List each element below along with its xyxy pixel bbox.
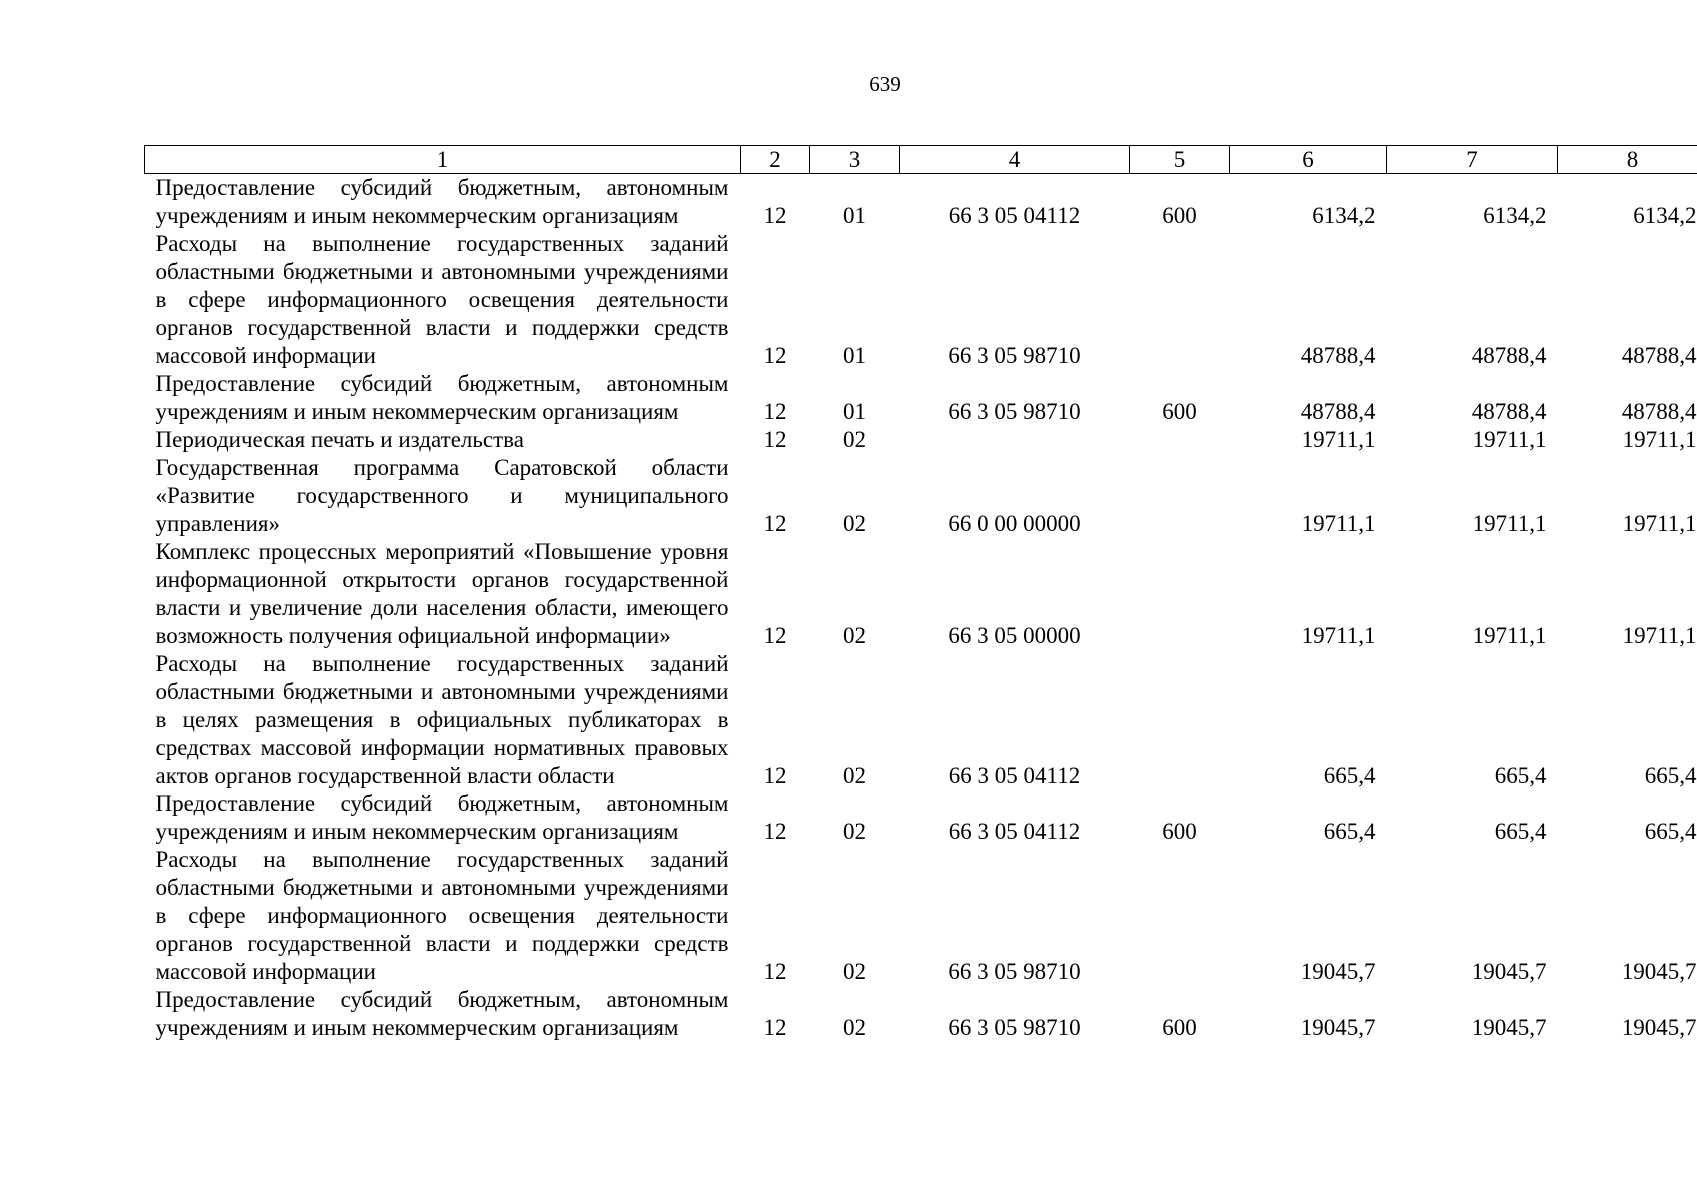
table-row	[145, 650, 1697, 790]
table-row	[145, 454, 1697, 538]
column-header-1: 1	[145, 146, 741, 174]
row-section-code: 12	[763, 203, 787, 228]
row-expense-type	[1130, 846, 1230, 986]
row-amount-6: 665,4	[1323, 763, 1376, 788]
column-header-4: 4	[900, 146, 1130, 174]
row-amount-8: 48788,4	[1621, 343, 1697, 368]
row-subsection-code: 01	[843, 399, 866, 424]
row-amount-8: 665,4	[1644, 819, 1697, 844]
row-section-code: 12	[763, 819, 787, 844]
row-name: Предоставление субсидий бюджетным, автономным учреждениям и иным некоммерческим организациям	[155, 987, 729, 1040]
row-target-article: 66 3 05 98710	[948, 1015, 1081, 1040]
table-row	[145, 986, 1697, 1042]
header-row	[145, 146, 1697, 174]
row-name: Комплекс процессных мероприятий «Повышение уровня информационной открытости органов государственной власти и увеличение доли населения области, имеющего возможность получения официальной информации»	[155, 539, 729, 648]
row-amount-6: 19711,1	[1301, 623, 1376, 648]
table-row	[145, 538, 1697, 650]
row-subsection-code: 01	[843, 343, 866, 368]
row-subsection-code: 02	[843, 819, 866, 844]
row-amount-6: 19045,7	[1300, 1015, 1376, 1040]
row-amount-8: 19045,7	[1621, 1015, 1697, 1040]
row-name: Государственная программа Саратовской области «Развитие государственного и муниципального управления»	[155, 455, 729, 536]
row-subsection-code: 01	[843, 203, 866, 228]
column-header-2: 2	[741, 146, 810, 174]
row-expense-type: 600	[1162, 819, 1197, 844]
row-expense-type: 600	[1162, 399, 1197, 424]
column-header-5: 5	[1130, 146, 1230, 174]
row-amount-8: 48788,4	[1621, 399, 1697, 424]
row-expense-type	[1130, 230, 1230, 370]
table-row	[145, 370, 1697, 426]
row-section-code: 12	[763, 959, 787, 984]
row-amount-7: 19045,7	[1471, 959, 1547, 984]
row-subsection-code: 02	[843, 763, 866, 788]
row-amount-7: 19711,1	[1472, 623, 1547, 648]
column-header-8: 8	[1558, 146, 1697, 174]
row-expense-type	[1130, 426, 1230, 454]
table-row	[145, 174, 1697, 231]
row-expense-type	[1130, 454, 1230, 538]
row-amount-6: 48788,4	[1300, 399, 1376, 424]
row-expense-type	[1130, 650, 1230, 790]
row-target-article: 66 3 05 04112	[948, 203, 1081, 228]
column-header-7: 7	[1387, 146, 1558, 174]
row-amount-8: 19711,1	[1622, 623, 1697, 648]
row-subsection-code: 02	[843, 623, 866, 648]
budget-table	[144, 145, 1697, 1042]
table-row	[145, 790, 1697, 846]
row-subsection-code: 02	[843, 959, 866, 984]
row-amount-6: 19045,7	[1300, 959, 1376, 984]
row-expense-type: 600	[1162, 1015, 1197, 1040]
row-amount-8: 19711,1	[1622, 511, 1697, 536]
row-subsection-code: 02	[843, 1015, 866, 1040]
row-amount-7: 665,4	[1494, 819, 1547, 844]
row-amount-6: 665,4	[1323, 819, 1376, 844]
row-amount-8: 6134,2	[1633, 203, 1697, 228]
row-name: Периодическая печать и издательства	[155, 427, 524, 452]
row-name: Предоставление субсидий бюджетным, автономным учреждениям и иным некоммерческим организациям	[155, 791, 729, 844]
row-target-article: 66 3 05 00000	[948, 623, 1081, 648]
row-amount-7: 19045,7	[1471, 1015, 1547, 1040]
row-subsection-code: 02	[843, 427, 866, 452]
row-target-article: 66 0 00 00000	[948, 511, 1081, 536]
row-expense-type	[1130, 538, 1230, 650]
row-name: Расходы на выполнение государственных заданий областными бюджетными и автономными учреждениями в сфере информационного освещения деятельности органов государственной власти и поддержки средств массовой информации	[155, 847, 729, 984]
row-target-article: 66 3 05 98710	[948, 343, 1081, 368]
row-name: Расходы на выполнение государственных заданий областными бюджетными и автономными учреждениями в целях размещения в официальных публикаторах в средствах массовой информации нормативных правовых актов органов государственной власти области	[155, 651, 729, 788]
row-section-code: 12	[763, 1015, 787, 1040]
table-row	[145, 846, 1697, 986]
column-header-3: 3	[810, 146, 900, 174]
row-amount-7: 19711,1	[1472, 511, 1547, 536]
row-amount-8: 19711,1	[1622, 427, 1697, 452]
row-amount-6: 19711,1	[1301, 511, 1376, 536]
row-target-article: 66 3 05 04112	[948, 819, 1081, 844]
page-number: 639	[869, 72, 901, 96]
row-amount-8: 19045,7	[1621, 959, 1697, 984]
table-row	[145, 426, 1697, 454]
row-name: Расходы на выполнение государственных заданий областными бюджетными и автономными учреждениями в сфере информационного освещения деятельности органов государственной власти и поддержки средств массовой информации	[155, 231, 729, 368]
row-amount-7: 19711,1	[1472, 427, 1547, 452]
table-row	[145, 230, 1697, 370]
row-expense-type: 600	[1162, 203, 1197, 228]
row-amount-7: 48788,4	[1471, 343, 1547, 368]
row-target-article	[900, 426, 1130, 454]
row-amount-8: 665,4	[1644, 763, 1697, 788]
row-subsection-code: 02	[843, 511, 866, 536]
row-amount-6: 19711,1	[1301, 427, 1376, 452]
row-section-code: 12	[763, 399, 787, 424]
row-section-code: 12	[763, 343, 787, 368]
row-amount-7: 6134,2	[1483, 203, 1547, 228]
row-section-code: 12	[763, 763, 787, 788]
row-amount-6: 6134,2	[1312, 203, 1376, 228]
table-body	[145, 174, 1697, 1043]
row-section-code: 12	[763, 511, 787, 536]
row-section-code: 12	[763, 623, 787, 648]
row-name: Предоставление субсидий бюджетным, автономным учреждениям и иным некоммерческим организациям	[155, 175, 729, 228]
column-header-6: 6	[1230, 146, 1387, 174]
row-amount-7: 48788,4	[1471, 399, 1547, 424]
row-amount-7: 665,4	[1494, 763, 1547, 788]
table-header	[145, 146, 1697, 174]
row-target-article: 66 3 05 98710	[948, 399, 1081, 424]
row-target-article: 66 3 05 04112	[948, 763, 1081, 788]
row-section-code: 12	[763, 427, 787, 452]
row-amount-6: 48788,4	[1300, 343, 1376, 368]
row-target-article: 66 3 05 98710	[948, 959, 1081, 984]
row-name: Предоставление субсидий бюджетным, автономным учреждениям и иным некоммерческим организациям	[155, 371, 729, 424]
